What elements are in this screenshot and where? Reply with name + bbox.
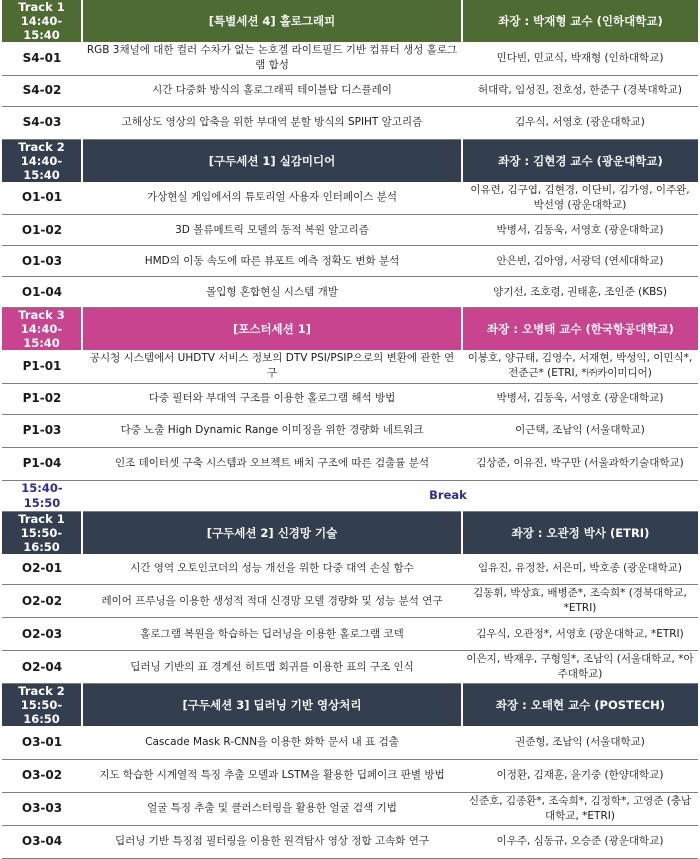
paper-code: S4-01 [2,42,82,75]
session-title: [구두세션 2] 신경망 기술 [82,511,462,554]
session-track-time [2,139,82,182]
break-time: 15:40-15:50 [2,480,82,511]
paper-code: O3-03 [2,792,82,825]
session-title: [구두세션 1] 실감미디어 [82,139,462,182]
session-chair: 좌장 : 오관정 박사 (ETRI) [462,511,698,554]
paper-title: 시간 다중화 방식의 홀로그래픽 테이블탑 디스플레이 [82,75,462,106]
session-time: 15:50-16:50 [20,525,63,554]
paper-title: 홀로그램 복원을 학습하는 딥러닝을 이용한 홀로그램 코덱 [82,618,462,651]
paper-authors: 박병서, 김동욱, 서영호 (광운대학교) [462,215,698,246]
paper-row [2,618,698,651]
paper-code: P1-02 [2,383,82,414]
session-chair: 좌장 : 김현경 교수 (광운대학교) [462,139,698,182]
paper-row [2,215,698,246]
paper-title: 딥러닝 기반 특징점 필터링을 이용한 원격탐사 영상 정합 고속화 연구 [82,825,462,858]
paper-row [2,792,698,825]
paper-title: 3D 볼류메트릭 모델의 동적 복원 알고리즘 [82,215,462,246]
program-schedule [2,0,698,859]
paper-authors: 박병서, 김동욱, 서영호 (광운대학교) [462,383,698,414]
paper-authors: 민다빈, 민교식, 박재형 (인하대학교) [462,42,698,75]
paper-code: O3-01 [2,726,82,759]
session-time: 14:40-15:40 [20,14,63,42]
paper-code: O1-01 [2,182,82,215]
session-chair: 좌장 : 오태현 교수 (POSTECH) [462,684,698,727]
paper-row [2,585,698,618]
paper-title: 다중 노출 High Dynamic Range 이미징을 위한 경량화 네트워크 [82,414,462,447]
paper-row [2,554,698,585]
session-title: [포스터세션 1] [82,308,462,351]
session-track: Track 2 [18,139,65,154]
session-track-time [2,511,82,554]
paper-code: O1-02 [2,215,82,246]
paper-title: RGB 3채널에 대한 컬러 수차가 없는 논호겔 라이트필드 기반 컴퓨터 생성 홀로그램 합성 [82,42,462,75]
paper-title: 딥러닝 기반의 표 경계선 히트맵 회귀를 이용한 표의 구조 인식 [82,651,462,684]
session-chair: 좌장 : 오병태 교수 (한국항공대학교) [462,308,698,351]
paper-authors: 이근택, 조남익 (서울대학교) [462,414,698,447]
session-header [2,308,698,351]
paper-code: O2-01 [2,554,82,585]
paper-code: O3-02 [2,759,82,792]
paper-row [2,350,698,383]
paper-authors: 김상준, 이유진, 박구만 (서울과학기술대학교) [462,447,698,480]
session-title: [구두세션 3] 딥러닝 기반 영상처리 [82,684,462,727]
session-header [2,139,698,182]
paper-authors: 권준형, 조남익 (서울대학교) [462,726,698,759]
paper-title: 시간 영역 오토인코더의 성능 개선을 위한 다중 대역 손실 함수 [82,554,462,585]
paper-title: 고해상도 영상의 압축을 위한 부대역 분할 방식의 SPIHT 알고리즘 [82,106,462,139]
session-chair: 좌장 : 박재형 교수 (인하대학교) [462,0,698,42]
paper-authors: 허대락, 임성진, 전호성, 한준구 (경북대학교) [462,75,698,106]
session-time: 14:40-15:40 [20,322,63,350]
paper-code: O1-04 [2,277,82,308]
paper-authors: 김동휘, 박상효, 배병준*, 조숙희* (경북대학교, *ETRI) [462,585,698,618]
paper-title: 레이어 프루닝을 이용한 생성적 적대 신경망 모델 경량화 및 성능 분석 연구 [82,585,462,618]
paper-row [2,106,698,139]
session-time: 14:40-15:40 [20,153,63,182]
session-track-time [2,308,82,351]
break-row [2,480,698,511]
paper-authors: 이은지, 박재우, 구형일*, 조남익 (서울대학교, *아주대학교) [462,651,698,684]
paper-row [2,759,698,792]
paper-row [2,651,698,684]
paper-row [2,383,698,414]
paper-row [2,726,698,759]
session-header [2,511,698,554]
paper-code: P1-03 [2,414,82,447]
paper-authors: 임유진, 유정찬, 서은미, 박호종 (광운대학교) [462,554,698,585]
paper-authors: 김우식, 서영호 (광운대학교) [462,106,698,139]
paper-authors: 이봉호, 양규태, 김영수, 서재현, 박성익, 이민식*, 전준근* (ETRI, *㈜카이미디어) [462,350,698,383]
paper-row [2,182,698,215]
paper-title: 인조 데이터셋 구축 시스템과 오브젝트 배치 구조에 따른 검출률 분석 [82,447,462,480]
paper-row [2,246,698,277]
paper-code: O3-04 [2,825,82,858]
paper-authors: 이유련, 김구엽, 김현경, 이단비, 김가영, 이주완, 박선영 (광운대학교) [462,182,698,215]
session-header [2,0,698,42]
paper-row [2,277,698,308]
paper-title: 지도 학습한 시계열적 특징 추출 모델과 LSTM을 활용한 딥페이크 판별 방법 [82,759,462,792]
session-time: 15:50-16:50 [20,698,63,726]
paper-title: 공시청 시스템에서 UHDTV 서비스 정보의 DTV PSI/PSIP으로의 변환에 관한 연구 [82,350,462,383]
paper-authors: 이정환, 김재훈, 윤기중 (한양대학교) [462,759,698,792]
session-track: Track 3 [18,308,65,322]
paper-code: P1-01 [2,350,82,383]
paper-row [2,75,698,106]
paper-row [2,42,698,75]
paper-title: HMD의 이동 속도에 따른 뷰포트 예측 정확도 변화 분석 [82,246,462,277]
paper-title: 가상현실 게임에서의 튜토리얼 사용자 인터페이스 분석 [82,182,462,215]
paper-authors: 김우식, 오관정*, 서영호 (광운대학교, *ETRI) [462,618,698,651]
session-track-time [2,0,82,42]
paper-code: S4-02 [2,75,82,106]
paper-authors: 양기선, 조호령, 권태훈, 조인준 (KBS) [462,277,698,308]
session-track: Track 1 [18,511,65,526]
paper-row [2,447,698,480]
paper-title: 몰입형 혼합현실 시스템 개발 [82,277,462,308]
paper-authors: 안은빈, 김아영, 서광덕 (연세대학교) [462,246,698,277]
paper-code: P1-04 [2,447,82,480]
paper-row [2,414,698,447]
paper-authors: 신준호, 김종환*, 조숙희*, 김정학*, 고영준 (충남대학교, *ETRI) [462,792,698,825]
paper-title: 얼굴 특징 추출 및 클러스터링을 활용한 얼굴 검색 기법 [82,792,462,825]
paper-code: O2-02 [2,585,82,618]
session-track: Track 1 [18,0,65,14]
paper-code: O2-04 [2,651,82,684]
schedule-table [2,0,698,859]
paper-title: 다중 필터와 부대역 구조를 이용한 홀로그램 해석 방법 [82,383,462,414]
paper-title: Cascade Mask R-CNN을 이용한 화학 문서 내 표 검출 [82,726,462,759]
break-label: Break [82,480,698,511]
paper-authors: 이우주, 심동규, 오승준 (광운대학교) [462,825,698,858]
session-title: [특별세션 4] 홀로그래피 [82,0,462,42]
session-track: Track 2 [18,684,65,698]
session-header [2,684,698,727]
session-track-time [2,684,82,727]
paper-code: O2-03 [2,618,82,651]
paper-code: S4-03 [2,106,82,139]
paper-code: O1-03 [2,246,82,277]
